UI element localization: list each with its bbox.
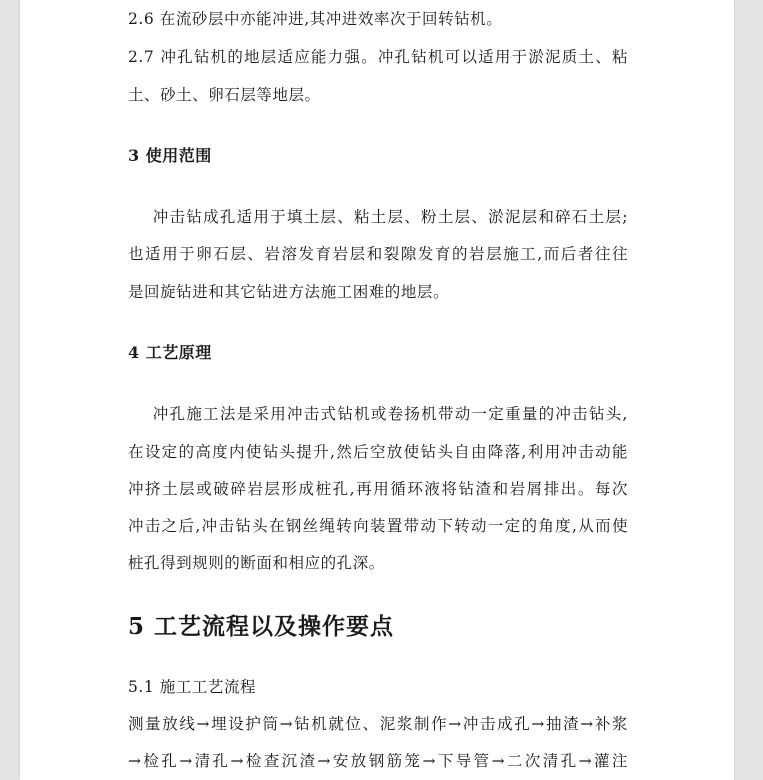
- paragraph-2-7-line-2: 土、砂土、卵石层等地层。: [128, 86, 321, 104]
- subsection-heading-5-1: 5.1 施工工艺流程: [128, 678, 257, 696]
- paragraph-3-line-3: 是回旋钻进和其它钻进方法施工困难的地层。: [128, 283, 450, 301]
- process-flow-line-2: →检孔→清孔→检查沉渣→安放钢筋笼→下导管→二次清孔→灌注: [128, 752, 628, 770]
- paragraph-4-line-2: 在设定的高度内使钻头提升,然后空放使钻头自由降落,利用冲击动能: [128, 443, 628, 461]
- paragraph-4-line-3: 冲挤土层或破碎岩层形成桩孔,再用循环液将钻渣和岩屑排出。每次: [128, 480, 628, 498]
- chapter-heading-5: 5 工艺流程以及操作要点: [128, 613, 395, 640]
- document-page: [20, 0, 734, 780]
- process-flow-line-1: 测量放线→埋设护筒→钻机就位、泥浆制作→冲击成孔→抽渣→补浆: [128, 715, 628, 733]
- paragraph-2-7-line-1: 2.7 冲孔钻机的地层适应能力强。冲孔钻机可以适用于淤泥质土、粘: [128, 48, 628, 66]
- paragraph-4-line-1: 冲孔施工法是采用冲击式钻机或卷扬机带动一定重量的冲击钻头,: [128, 405, 628, 423]
- section-heading-4: 4 工艺原理: [128, 343, 212, 362]
- section-heading-3: 3 使用范围: [128, 146, 212, 165]
- paragraph-3-line-1: 冲击钻成孔适用于填土层、粘土层、粉土层、淤泥层和碎石土层;: [128, 208, 628, 226]
- paragraph-2-6: 2.6 在流砂层中亦能冲进,其冲进效率次于回转钻机。: [128, 10, 503, 28]
- paragraph-4-line-4: 冲击之后,冲击钻头在钢丝绳转向装置带动下转动一定的角度,从而使: [128, 517, 628, 535]
- paragraph-3-line-2: 也适用于卵石层、岩溶发育岩层和裂隙发育的岩层施工,而后者往往: [128, 245, 628, 263]
- paragraph-4-line-5: 桩孔得到规则的断面和相应的孔深。: [128, 554, 385, 572]
